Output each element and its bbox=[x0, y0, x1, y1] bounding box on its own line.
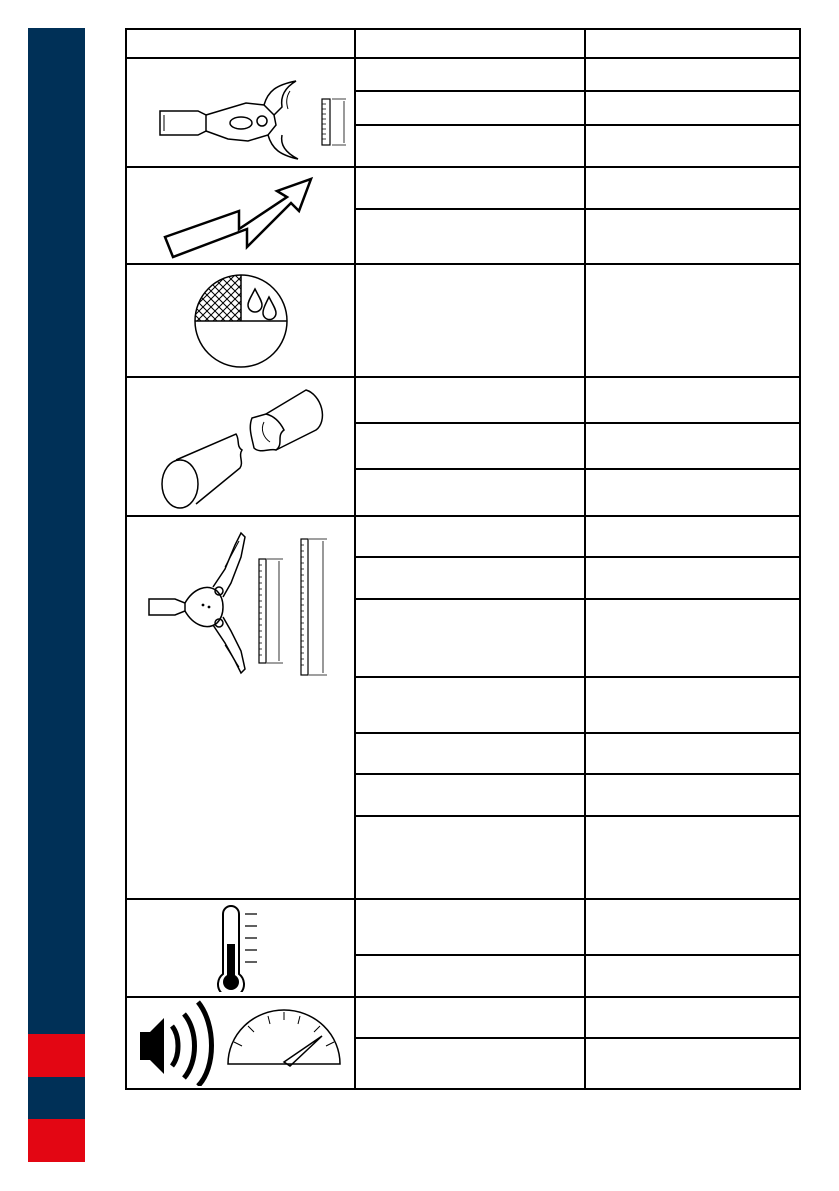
thermometer-icon-cell bbox=[126, 899, 355, 997]
cutter-blade-opening-icon bbox=[141, 527, 341, 677]
table-cell bbox=[355, 599, 585, 677]
header-cell bbox=[126, 29, 355, 58]
thermometer-icon bbox=[211, 904, 271, 992]
protection-class-icon-cell bbox=[126, 264, 355, 377]
table-row bbox=[126, 264, 800, 377]
table-cell bbox=[355, 516, 585, 557]
table-cell bbox=[585, 516, 800, 557]
table-header-row bbox=[126, 29, 800, 58]
table-cell bbox=[585, 423, 800, 469]
spreader-opening-icon-cell bbox=[126, 58, 355, 167]
table-cell bbox=[355, 209, 585, 264]
table-cell bbox=[585, 955, 800, 997]
table-cell bbox=[585, 91, 800, 125]
table-cell bbox=[585, 209, 800, 264]
table-row bbox=[126, 167, 800, 209]
sidebar-accent-block bbox=[28, 1119, 85, 1162]
table-cell bbox=[355, 91, 585, 125]
spreader-opening-icon bbox=[136, 63, 346, 163]
sidebar-accent-block bbox=[28, 1034, 85, 1077]
sidebar-band bbox=[28, 28, 85, 1162]
table-cell bbox=[585, 899, 800, 955]
cutter-blade-opening-icon-cell bbox=[126, 516, 355, 899]
cut-pipe-icon bbox=[156, 382, 326, 512]
table-cell bbox=[355, 167, 585, 209]
header-cell bbox=[355, 29, 585, 58]
table-cell bbox=[355, 469, 585, 516]
table-cell bbox=[355, 997, 585, 1038]
table-cell bbox=[585, 167, 800, 209]
table-row bbox=[126, 58, 800, 91]
table-cell bbox=[585, 58, 800, 91]
table-cell bbox=[355, 377, 585, 423]
table-cell bbox=[355, 557, 585, 599]
table-cell bbox=[585, 1038, 800, 1089]
noise-level-icon-cell bbox=[126, 997, 355, 1089]
table-cell bbox=[585, 599, 800, 677]
table-cell bbox=[355, 774, 585, 816]
header-cell bbox=[585, 29, 800, 58]
table-cell bbox=[355, 1038, 585, 1089]
table-row bbox=[126, 377, 800, 423]
table-cell bbox=[355, 125, 585, 167]
table-cell bbox=[355, 264, 585, 377]
table-cell bbox=[585, 469, 800, 516]
table-cell bbox=[585, 264, 800, 377]
table-cell bbox=[355, 955, 585, 997]
table-cell bbox=[585, 677, 800, 733]
table-cell bbox=[355, 677, 585, 733]
table-cell bbox=[355, 423, 585, 469]
table-cell bbox=[355, 899, 585, 955]
table-cell bbox=[585, 377, 800, 423]
table-cell bbox=[355, 733, 585, 774]
table-cell bbox=[355, 58, 585, 91]
protection-class-icon bbox=[191, 271, 291, 371]
table-cell bbox=[355, 816, 585, 899]
spec-table bbox=[125, 28, 801, 1090]
table-row bbox=[126, 516, 800, 557]
table-cell bbox=[585, 816, 800, 899]
force-arrow-icon-cell bbox=[126, 167, 355, 264]
table-cell bbox=[585, 733, 800, 774]
table-row bbox=[126, 899, 800, 955]
table-row bbox=[126, 997, 800, 1038]
table-cell bbox=[585, 557, 800, 599]
table-cell bbox=[585, 774, 800, 816]
table-cell bbox=[585, 125, 800, 167]
force-arrow-icon bbox=[161, 171, 321, 261]
cut-pipe-icon-cell bbox=[126, 377, 355, 516]
noise-level-icon bbox=[136, 1000, 346, 1086]
table-cell bbox=[585, 997, 800, 1038]
